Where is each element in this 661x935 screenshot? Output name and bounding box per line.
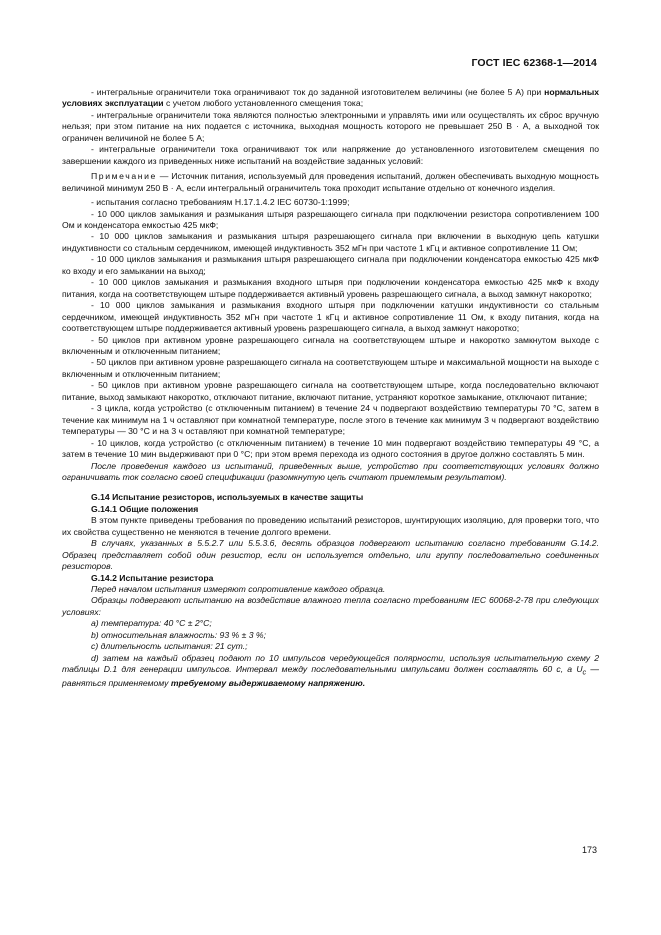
note-text: — Источник питания, используемый для проведения испытаний, должен обеспечивать выходную мощность величиной минимум 250 В · А, если интегральный ограничитель тока проходит испытание отдельно от конечного изделия. — [62, 171, 599, 193]
text: — равняться применяемому — [62, 664, 599, 689]
defined-term: нормальных условиях эксплуатации — [62, 87, 599, 109]
list-item: - 10 000 циклов замыкания и размыкания штыря разрешающего сигнала при подключении резистора сопротивлением 100 Ом и конденсатора емкостью 425 мкФ; — [62, 208, 599, 230]
paragraph: Образцы подвергают испытанию на воздействие влажного тепла согласно требованиям IEC 60068-2-78 при следующих условиях: — [62, 595, 599, 617]
paragraph: Перед началом испытания измеряют сопротивление каждого образца. — [91, 584, 386, 595]
section-heading: G.14 Испытание резисторов, используемых в качестве защиты — [91, 492, 364, 503]
defined-term: требуемому выдерживаемому напряжению. — [170, 678, 366, 689]
page-number: 173 — [581, 845, 597, 855]
list-item: - 10 000 циклов замыкания и размыкания штыря разрешающего сигнала при подключении конденсатора емкостью 425 мкФ ко входу и его замыкании на выход; — [62, 254, 599, 276]
note-label: Примечание — [91, 171, 157, 182]
subsection-heading: G.14.1 Общие положения — [91, 503, 199, 514]
paragraph: В случаях, указанных в 5.5.2.7 или 5.5.3.6, десять образцов подвергают испытанию согласно требованиям G.14.2. Образец представляет собой один резистор, если он используется отдельно, или группу последовательно соединенных резисторов. — [62, 538, 599, 572]
list-item: - 50 циклов при активном уровне разрешающего сигнала на соответствующем штыре, когда последовательно включают питание, выход замыкают накоротко, отключают питание, включают питание, устраняют короткое замыкание, отключают питание; — [62, 380, 599, 402]
list-item: b) относительная влажность: 93 % ± 3 %; — [91, 629, 266, 640]
list-item: - 50 циклов при активном уровне разрешающего сигнала на соответствующем штыре и максимальной мощности на выходе с включенным и отключенным питанием; — [62, 357, 599, 379]
list-item: - 10 циклов, когда устройство (с отключенным питанием) в течение 10 мин подвергают воздействию температуры 49 °С, а затем в течение 10 мин выдерживают при 0 °С; при этом время перехода из одного состояния в другое должно составлять 5 мин. — [62, 437, 599, 460]
paragraph — [62, 87, 599, 110]
paragraph: После проведения каждого из испытаний, приведенных выше, устройство при соответствующих условиях должно ограничивать ток согласно своей спецификации (разомкнутую цепь считают приемлемым результатом). — [62, 460, 599, 482]
paragraph: - интегральные ограничители тока являются полностью электронными и управлять ими или осуществлять их сброс вручную нельзя; при этом питание на них подается с источника, выходная мощность которого не превышает 250 В · А, а выходной ток ограничен величиной не более 5 А; — [62, 109, 599, 143]
list-item: - 10 000 циклов замыкания и размыкания штыря разрешающего сигнала при включении в выходную цепь катушки индуктивности со стальным сердечником, имеющей индуктивность 352 мГн при частоте 1 кГц и активное сопротивление 11 Ом; — [62, 231, 599, 253]
paragraph: - интегральные ограничители тока ограничивают ток или напряжение до установленного изготовителем смещения по завершении каждого из приведенных ниже испытаний на воздействие заданных условий: — [62, 144, 599, 166]
list-item: с) длительность испытания: 21 сут.; — [91, 641, 248, 652]
text: d) затем на каждый образец подают по 10 импульсов чередующейся полярности, используя испытательную схему 2 таблицы D.1 для генерации импульсов. Интервал между последовательными импульсами должен составлять 60 с, а U — [62, 652, 599, 675]
list-item: - испытания согласно требованиям H.17.1.4.2 IEC 60730-1:1999; — [91, 197, 350, 208]
standard-header: ГОСТ IEC 62368-1—2014 — [471, 57, 597, 69]
list-item: - 10 000 циклов замыкания и размыкания входного штыря при подключении конденсатора емкостью 425 мкФ к входу питания, когда на соответствующем штыре поддерживается активный уровень разрешающего сигнала, а выход замкнут накоротко; — [62, 277, 599, 299]
text: - интегральные ограничители тока ограничивают ток до заданной изготовителем величины (не более 5 А) при — [91, 87, 545, 97]
note — [62, 171, 599, 194]
list-item: - 3 цикла, когда устройство (с отключенным питанием) в течение 24 ч подвергают воздействию температуры 70 °С, затем в течение как минимум на 1 ч оставляют при комнатной температуре, после этого в течение как минимум 3 ч подвергают воздействию температуры — 30 °С и на 3 ч оставляют при комнатной температуре; — [62, 403, 599, 437]
list-item: - 50 циклов при активном уровне разрешающего сигнала на соответствующем штыре и накоротко замкнутом выходе с включенным и отключенным питанием; — [62, 334, 599, 356]
paragraph: В этом пункте приведены требования по проведению испытаний резисторов, шунтирующих изоляцию, для проверки того, что их свойства существенно не меняются в течение долгого времени. — [62, 515, 599, 537]
text: с учетом любого установленного смещения тока; — [163, 98, 364, 109]
page-body — [62, 87, 599, 690]
subsection-heading: G.14.2 Испытание резистора — [91, 572, 214, 583]
subscript: c — [582, 667, 587, 677]
list-item: - 10 000 циклов замыкания и размыкания входного штыря при подключении катушки индуктивности со стальным сердечником, имеющей индуктивность 352 мГн при частоте 1 кГц и активное сопротивление 11 Ом, к входу питания, когда на соответствующем штыре поддерживается активный уровень разрешающего сигнала, а выход замкнут накоротко; — [62, 300, 599, 334]
list-item — [62, 653, 599, 690]
list-item: а) температура: 40 °С ± 2°С; — [91, 618, 212, 629]
